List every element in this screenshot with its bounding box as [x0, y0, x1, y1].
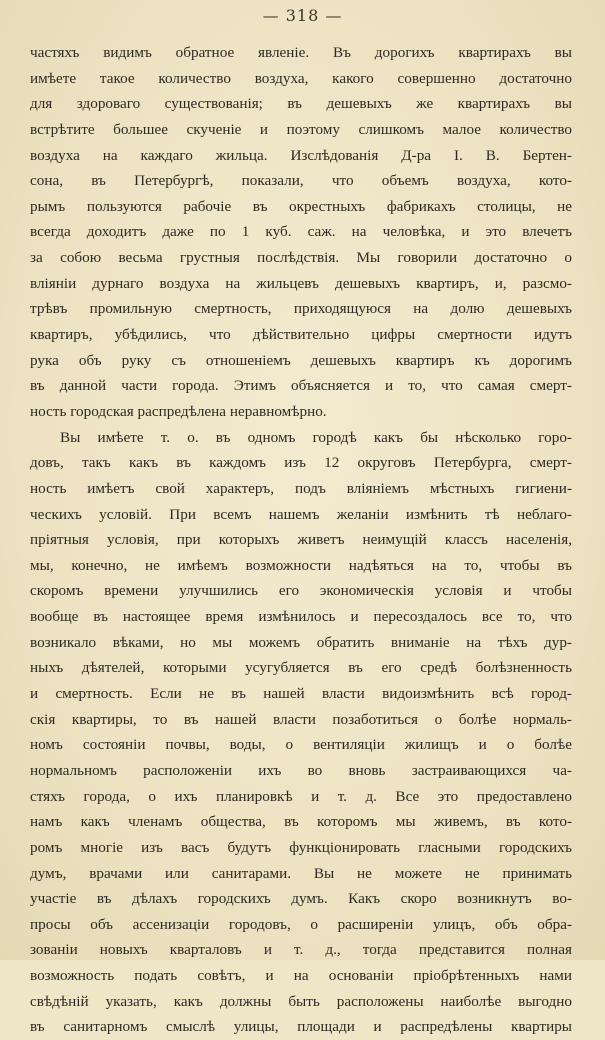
- text-line: мы, конечно, не имѣемъ возможности надѣяться на то, чтобы въ: [30, 556, 572, 574]
- text-line: думъ, врачами или санитарами. Вы не можете не принимать: [30, 864, 572, 882]
- text-line: участіе въ дѣлахъ городскихъ думъ. Какъ скоро возникнутъ во-: [30, 890, 572, 908]
- text-line: рука объ руку съ отношеніемъ дешевыхъ квартиръ къ дорогимъ: [30, 351, 572, 369]
- text-line: въ санитарномъ смыслѣ улицы, площади и распредѣлены квартиры: [30, 1018, 572, 1036]
- text-line: скоромъ времени улучшились его экономическія условія и чтобы: [30, 582, 572, 600]
- text-line: просы объ ассенизаціи городовъ, о расширеніи улицъ, объ обра-: [30, 915, 572, 933]
- text-line: свѣдѣній указать, какъ должны быть расположены наиболѣе выгодно: [30, 992, 572, 1010]
- text-line: въ данной части города. Этимъ объясняется и то, что самая смерт-: [30, 377, 572, 395]
- text-line: имѣете такое количество воздуха, какого совершенно достаточно: [30, 69, 572, 87]
- text-line: ность имѣетъ свой характеръ, подъ вліяніемъ мѣстныхъ гигиени-: [30, 479, 572, 497]
- text-line: скія квартиры, то въ нашей власти позаботиться о болѣе нормаль-: [30, 710, 572, 728]
- text-line: номъ состояніи почвы, воды, о вентиляціи жилищъ и о болѣе: [30, 736, 572, 754]
- text-line: рымъ пользуются рабочіе въ окрестныхъ фабрикахъ столицы, не: [30, 197, 572, 215]
- text-line: довъ, такъ какъ въ каждомъ изъ 12 округовъ Петербурга, смерт-: [30, 454, 572, 472]
- text-line: Вы имѣете т. о. въ одномъ городѣ какъ бы нѣсколько горо-: [60, 428, 572, 446]
- text-line: за собою весьма грустныя послѣдствія. Мы говорили достаточно о: [30, 249, 572, 267]
- text-line: зованіи новыхъ кварталовъ и т. д., тогда представится полная: [30, 941, 572, 959]
- text-line: возможность подать совѣтъ, и на основаніи пріобрѣтенныхъ нами: [30, 967, 572, 985]
- text-line: вліяніи дурнаго воздуха на жильцевъ дешевыхъ квартиръ, и, разсмо-: [30, 274, 572, 292]
- text-line: квартиръ, убѣдились, что дѣйствительно цифры смертности идутъ: [30, 326, 572, 344]
- text-line: нормальномъ расположеніи ихъ во вновь застраивающихся ча-: [30, 761, 572, 779]
- text-line: стяхъ города, о ихъ планировкѣ и т. д. Все это предоставлено: [30, 787, 572, 805]
- text-line: ческихъ условій. При всемъ нашемъ желаніи измѣнить тѣ неблаго-: [30, 505, 572, 523]
- text-line: возникало вѣками, но мы можемъ обратить вниманіе на тѣхъ дур-: [30, 633, 572, 651]
- text-line: для здороваго существованія; въ дешевыхъ же квартирахъ вы: [30, 95, 572, 113]
- body-text: [30, 40, 572, 1040]
- text-line: и смертность. Если не въ нашей власти видоизмѣнить всѣ город-: [30, 685, 572, 703]
- text-line: вообще въ настоящее время измѣнилось и пересоздалось все то, что: [30, 608, 572, 626]
- text-line: воздуха на каждаго жильца. Изслѣдованія Д-ра І. В. Бертен-: [30, 146, 572, 164]
- text-line: сона, въ Петербургѣ, показали, что объемъ воздуха, кото-: [30, 172, 572, 190]
- text-line: встрѣтите большее скученіе и поэтому слишкомъ малое количество: [30, 120, 572, 138]
- text-line: пріятныя условія, при которыхъ живетъ неимущій классъ населенія,: [30, 531, 572, 549]
- text-line: трѣвъ промильную смертность, приходящуюся на долю дешевыхъ: [30, 300, 572, 318]
- page-number: — 318 —: [262, 6, 343, 25]
- text-line: намъ какъ членамъ общества, въ которомъ мы живемъ, въ кото-: [30, 813, 572, 831]
- text-line: ныхъ дѣятелей, которыми усугубляется въ его средѣ болѣзненность: [30, 659, 572, 677]
- text-line: ромъ многіе изъ васъ будутъ функціонировать гласными городскихъ: [30, 838, 572, 856]
- text-line: всегда доходитъ даже по 1 куб. саж. на человѣка, и это влечетъ: [30, 223, 572, 241]
- text-line: ность городская распредѣлена неравномѣрно.: [30, 402, 327, 420]
- text-line: частяхъ видимъ обратное явленіе. Въ дорогихъ квартирахъ вы: [30, 44, 572, 61]
